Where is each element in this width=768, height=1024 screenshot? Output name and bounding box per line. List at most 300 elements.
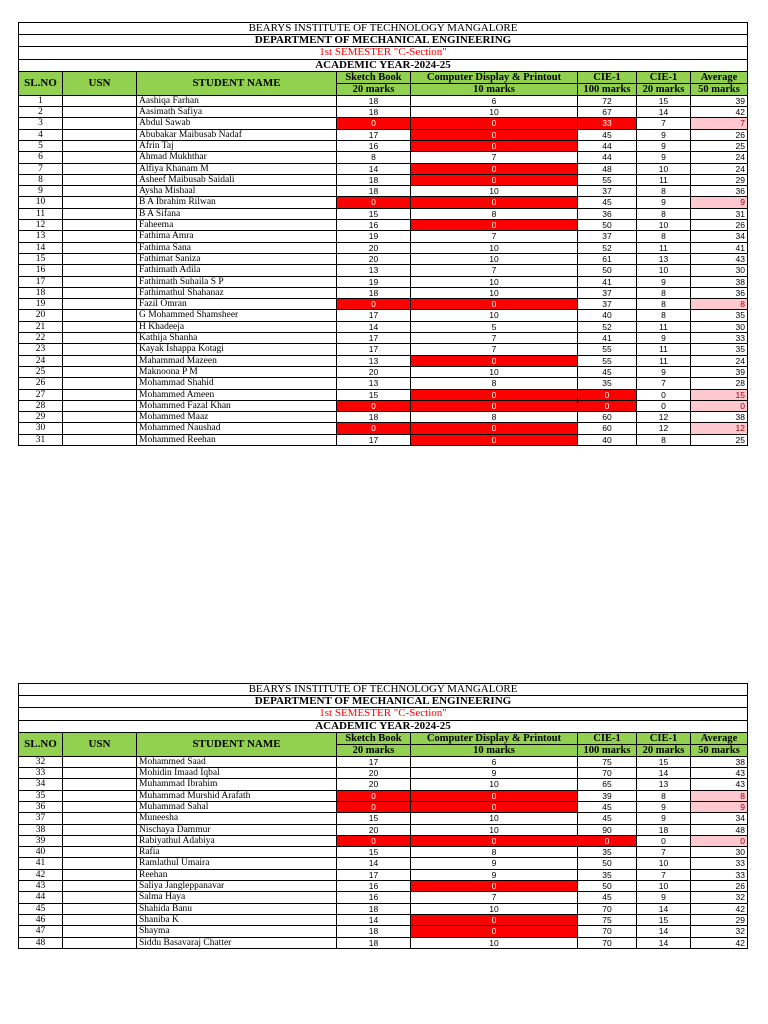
computer-marks-cell: 0	[411, 174, 578, 185]
usn-cell	[63, 310, 137, 321]
col-avg-header: Average	[691, 71, 748, 83]
usn-cell	[63, 197, 137, 208]
sketch-marks-cell: 15	[337, 208, 411, 219]
cie20-marks-cell: 9	[637, 141, 691, 152]
student-name-cell: Fathimath Adila	[137, 265, 337, 276]
usn-cell	[63, 344, 137, 355]
computer-marks-cell: 0	[411, 835, 578, 846]
cie100-marks-cell: 50	[578, 858, 637, 869]
cie20-marks-cell: 14	[637, 937, 691, 948]
cie20-marks-cell: 10	[637, 858, 691, 869]
student-name-cell: Siddu Basavaraj Chatter	[137, 937, 337, 948]
usn-cell	[63, 434, 137, 445]
col-cie100-header: CIE-1	[578, 732, 637, 744]
sl-cell: 29	[19, 412, 63, 423]
average-marks-cell: 25	[691, 141, 748, 152]
sl-cell: 21	[19, 321, 63, 332]
student-name-cell: Mohammed Maaz	[137, 412, 337, 423]
computer-marks-cell: 8	[411, 412, 578, 423]
department-title: DEPARTMENT OF MECHANICAL ENGINEERING	[19, 35, 748, 47]
computer-marks-cell: 0	[411, 118, 578, 129]
average-marks-cell: 35	[691, 344, 748, 355]
col-cie100-max: 100 marks	[578, 744, 637, 756]
table-row	[19, 231, 748, 242]
sketch-marks-cell: 14	[337, 914, 411, 925]
cie100-marks-cell: 45	[578, 892, 637, 903]
col-cie20-max: 20 marks	[637, 744, 691, 756]
sketch-marks-cell: 17	[337, 310, 411, 321]
average-marks-cell: 33	[691, 333, 748, 344]
average-marks-cell: 31	[691, 208, 748, 219]
usn-cell	[63, 366, 137, 377]
computer-marks-cell: 7	[411, 152, 578, 163]
usn-cell	[63, 881, 137, 892]
usn-cell	[63, 926, 137, 937]
sketch-marks-cell: 18	[337, 903, 411, 914]
sketch-marks-cell: 20	[337, 768, 411, 779]
sketch-marks-cell: 19	[337, 231, 411, 242]
student-name-cell: Aysha Mishaal	[137, 186, 337, 197]
cie100-marks-cell: 90	[578, 824, 637, 835]
average-marks-cell: 12	[691, 423, 748, 434]
cie20-marks-cell: 9	[637, 802, 691, 813]
table-row	[19, 366, 748, 377]
cie20-marks-cell: 9	[637, 892, 691, 903]
table-row	[19, 141, 748, 152]
computer-marks-cell: 0	[411, 129, 578, 140]
col-sl-header: SL.NO	[19, 71, 63, 95]
average-marks-cell: 24	[691, 163, 748, 174]
sl-cell: 41	[19, 858, 63, 869]
average-marks-cell: 48	[691, 824, 748, 835]
cie100-marks-cell: 67	[578, 107, 637, 118]
cie20-marks-cell: 8	[637, 208, 691, 219]
sketch-marks-cell: 18	[337, 926, 411, 937]
average-marks-cell: 42	[691, 937, 748, 948]
sketch-marks-cell: 19	[337, 276, 411, 287]
sketch-marks-cell: 8	[337, 152, 411, 163]
computer-marks-cell: 0	[411, 389, 578, 400]
student-name-cell: Shaniba K	[137, 914, 337, 925]
student-name-cell: Afrin Taj	[137, 141, 337, 152]
average-marks-cell: 26	[691, 881, 748, 892]
cie100-marks-cell: 0	[578, 400, 637, 411]
cie20-marks-cell: 14	[637, 107, 691, 118]
sketch-marks-cell: 16	[337, 220, 411, 231]
sketch-marks-cell: 0	[337, 835, 411, 846]
cie20-marks-cell: 11	[637, 242, 691, 253]
sketch-marks-cell: 0	[337, 790, 411, 801]
sl-cell: 37	[19, 813, 63, 824]
cie20-marks-cell: 11	[637, 355, 691, 366]
sl-cell: 23	[19, 344, 63, 355]
sketch-marks-cell: 17	[337, 129, 411, 140]
average-marks-cell: 34	[691, 231, 748, 242]
cie100-marks-cell: 37	[578, 299, 637, 310]
student-name-cell: Kathija Shanha	[137, 333, 337, 344]
cie20-marks-cell: 12	[637, 423, 691, 434]
student-name-cell: B A Ibrahim Rilwan	[137, 197, 337, 208]
sl-cell: 43	[19, 881, 63, 892]
computer-marks-cell: 0	[411, 802, 578, 813]
cie20-marks-cell: 9	[637, 152, 691, 163]
student-name-cell: Reehan	[137, 869, 337, 880]
computer-marks-cell: 7	[411, 231, 578, 242]
cie20-marks-cell: 8	[637, 287, 691, 298]
institute-title: BEARYS INSTITUTE OF TECHNOLOGY MANGALORE	[19, 684, 748, 696]
sl-cell: 17	[19, 276, 63, 287]
cie100-marks-cell: 36	[578, 208, 637, 219]
usn-cell	[63, 220, 137, 231]
col-sl-header: SL.NO	[19, 732, 63, 756]
col-sketch-header: Sketch Book	[337, 71, 411, 83]
cie20-marks-cell: 14	[637, 903, 691, 914]
sl-cell: 36	[19, 802, 63, 813]
col-computer-header: Computer Display & Printout	[411, 732, 578, 744]
average-marks-cell: 15	[691, 389, 748, 400]
cie20-marks-cell: 0	[637, 389, 691, 400]
average-marks-cell: 38	[691, 412, 748, 423]
computer-marks-cell: 9	[411, 869, 578, 880]
cie100-marks-cell: 70	[578, 926, 637, 937]
sl-cell: 48	[19, 937, 63, 948]
table-row	[19, 287, 748, 298]
student-name-cell: Mohammed Fazal Khan	[137, 400, 337, 411]
cie20-marks-cell: 8	[637, 299, 691, 310]
col-computer-max: 10 marks	[411, 744, 578, 756]
usn-cell	[63, 903, 137, 914]
average-marks-cell: 0	[691, 400, 748, 411]
cie100-marks-cell: 55	[578, 174, 637, 185]
table-row	[19, 389, 748, 400]
cie100-marks-cell: 72	[578, 95, 637, 106]
cie100-marks-cell: 39	[578, 790, 637, 801]
sl-cell: 9	[19, 186, 63, 197]
semester-title: 1st SEMESTER "C-Section"	[19, 47, 748, 59]
table-row	[19, 242, 748, 253]
average-marks-cell: 34	[691, 813, 748, 824]
cie100-marks-cell: 55	[578, 344, 637, 355]
computer-marks-cell: 10	[411, 242, 578, 253]
cie100-marks-cell: 50	[578, 220, 637, 231]
average-marks-cell: 43	[691, 768, 748, 779]
sketch-marks-cell: 18	[337, 412, 411, 423]
department-title: DEPARTMENT OF MECHANICAL ENGINEERING	[19, 696, 748, 708]
usn-cell	[63, 186, 137, 197]
cie100-marks-cell: 50	[578, 881, 637, 892]
usn-cell	[63, 107, 137, 118]
usn-cell	[63, 869, 137, 880]
computer-marks-cell: 9	[411, 858, 578, 869]
student-name-cell: G Mohammed Shamsheer	[137, 310, 337, 321]
student-name-cell: Ramlathul Umaira	[137, 858, 337, 869]
sl-cell: 46	[19, 914, 63, 925]
student-rows	[19, 756, 748, 948]
cie100-marks-cell: 45	[578, 813, 637, 824]
table-row	[19, 412, 748, 423]
marks-sheet-2	[18, 683, 747, 949]
cie20-marks-cell: 15	[637, 914, 691, 925]
average-marks-cell: 43	[691, 253, 748, 264]
table-row	[19, 802, 748, 813]
usn-cell	[63, 174, 137, 185]
table-row	[19, 423, 748, 434]
computer-marks-cell: 10	[411, 903, 578, 914]
cie20-marks-cell: 10	[637, 881, 691, 892]
computer-marks-cell: 0	[411, 299, 578, 310]
sketch-marks-cell: 16	[337, 881, 411, 892]
usn-cell	[63, 779, 137, 790]
average-marks-cell: 7	[691, 118, 748, 129]
computer-marks-cell: 8	[411, 378, 578, 389]
cie20-marks-cell: 10	[637, 220, 691, 231]
sketch-marks-cell: 0	[337, 400, 411, 411]
student-name-cell: B A Sifana	[137, 208, 337, 219]
computer-marks-cell: 10	[411, 824, 578, 835]
computer-marks-cell: 0	[411, 881, 578, 892]
usn-cell	[63, 231, 137, 242]
table-row	[19, 344, 748, 355]
cie20-marks-cell: 7	[637, 847, 691, 858]
cie100-marks-cell: 40	[578, 434, 637, 445]
usn-cell	[63, 152, 137, 163]
usn-cell	[63, 276, 137, 287]
sl-cell: 44	[19, 892, 63, 903]
usn-cell	[63, 118, 137, 129]
average-marks-cell: 36	[691, 287, 748, 298]
cie100-marks-cell: 55	[578, 355, 637, 366]
student-name-cell: Ahmad Mukhthar	[137, 152, 337, 163]
sl-cell: 33	[19, 768, 63, 779]
cie100-marks-cell: 44	[578, 152, 637, 163]
average-marks-cell: 26	[691, 129, 748, 140]
usn-cell	[63, 129, 137, 140]
sl-cell: 35	[19, 790, 63, 801]
cie100-marks-cell: 48	[578, 163, 637, 174]
usn-cell	[63, 813, 137, 824]
table-row	[19, 790, 748, 801]
sketch-marks-cell: 17	[337, 344, 411, 355]
table-row	[19, 914, 748, 925]
student-name-cell: Muhammad Ibrahim	[137, 779, 337, 790]
cie100-marks-cell: 52	[578, 321, 637, 332]
cie100-marks-cell: 52	[578, 242, 637, 253]
col-cie20-max: 20 marks	[637, 83, 691, 95]
cie20-marks-cell: 14	[637, 768, 691, 779]
usn-cell	[63, 287, 137, 298]
average-marks-cell: 8	[691, 790, 748, 801]
computer-marks-cell: 8	[411, 208, 578, 219]
cie20-marks-cell: 15	[637, 95, 691, 106]
sketch-marks-cell: 0	[337, 423, 411, 434]
table-row	[19, 129, 748, 140]
cie100-marks-cell: 45	[578, 366, 637, 377]
table-row	[19, 253, 748, 264]
student-name-cell: Mohammad Shahid	[137, 378, 337, 389]
computer-marks-cell: 0	[411, 914, 578, 925]
average-marks-cell: 8	[691, 299, 748, 310]
average-marks-cell: 39	[691, 366, 748, 377]
student-name-cell: Mohidin Imaad Iqbal	[137, 768, 337, 779]
sl-cell: 45	[19, 903, 63, 914]
col-avg-max: 50 marks	[691, 83, 748, 95]
cie20-marks-cell: 12	[637, 412, 691, 423]
cie20-marks-cell: 9	[637, 197, 691, 208]
computer-marks-cell: 0	[411, 355, 578, 366]
cie100-marks-cell: 65	[578, 779, 637, 790]
computer-marks-cell: 0	[411, 163, 578, 174]
sketch-marks-cell: 0	[337, 197, 411, 208]
table-row	[19, 197, 748, 208]
cie20-marks-cell: 7	[637, 869, 691, 880]
sketch-marks-cell: 13	[337, 378, 411, 389]
student-name-cell: Mohammed Saad	[137, 756, 337, 767]
computer-marks-cell: 6	[411, 95, 578, 106]
student-name-cell: Salma Haya	[137, 892, 337, 903]
computer-marks-cell: 0	[411, 926, 578, 937]
col-computer-max: 10 marks	[411, 83, 578, 95]
sketch-marks-cell: 20	[337, 366, 411, 377]
cie100-marks-cell: 70	[578, 768, 637, 779]
sketch-marks-cell: 15	[337, 389, 411, 400]
student-name-cell: Aasimath Safiya	[137, 107, 337, 118]
cie100-marks-cell: 61	[578, 253, 637, 264]
col-cie20-header: CIE-1	[637, 71, 691, 83]
sketch-marks-cell: 15	[337, 847, 411, 858]
usn-cell	[63, 253, 137, 264]
computer-marks-cell: 6	[411, 756, 578, 767]
cie100-marks-cell: 40	[578, 310, 637, 321]
table-row	[19, 186, 748, 197]
table-row	[19, 163, 748, 174]
semester-title: 1st SEMESTER "C-Section"	[19, 708, 748, 720]
average-marks-cell: 38	[691, 756, 748, 767]
col-cie20-header: CIE-1	[637, 732, 691, 744]
computer-marks-cell: 10	[411, 813, 578, 824]
average-marks-cell: 32	[691, 926, 748, 937]
cie100-marks-cell: 50	[578, 265, 637, 276]
student-name-cell: Muhammad Sahal	[137, 802, 337, 813]
usn-cell	[63, 333, 137, 344]
student-name-cell: Abubakar Maibusab Nadaf	[137, 129, 337, 140]
sketch-marks-cell: 15	[337, 813, 411, 824]
computer-marks-cell: 10	[411, 253, 578, 264]
computer-marks-cell: 10	[411, 937, 578, 948]
usn-cell	[63, 756, 137, 767]
average-marks-cell: 29	[691, 174, 748, 185]
table-row	[19, 276, 748, 287]
col-avg-max: 50 marks	[691, 744, 748, 756]
academic-year-title: ACADEMIC YEAR-2024-25	[19, 720, 748, 732]
computer-marks-cell: 8	[411, 847, 578, 858]
student-name-cell: Fathima Amra	[137, 231, 337, 242]
average-marks-cell: 9	[691, 802, 748, 813]
cie20-marks-cell: 14	[637, 926, 691, 937]
average-marks-cell: 36	[691, 186, 748, 197]
cie20-marks-cell: 13	[637, 253, 691, 264]
usn-cell	[63, 858, 137, 869]
sketch-marks-cell: 14	[337, 163, 411, 174]
sl-cell: 14	[19, 242, 63, 253]
student-name-cell: Shahida Banu	[137, 903, 337, 914]
table-row	[19, 310, 748, 321]
marks-sheet-1	[18, 22, 747, 446]
cie100-marks-cell: 44	[578, 141, 637, 152]
table-row	[19, 756, 748, 767]
student-name-cell: Rafia	[137, 847, 337, 858]
average-marks-cell: 33	[691, 869, 748, 880]
table-row	[19, 321, 748, 332]
sl-cell: 16	[19, 265, 63, 276]
sketch-marks-cell: 13	[337, 265, 411, 276]
average-marks-cell: 42	[691, 903, 748, 914]
academic-year-title: ACADEMIC YEAR-2024-25	[19, 59, 748, 71]
table-row	[19, 355, 748, 366]
usn-cell	[63, 208, 137, 219]
usn-cell	[63, 768, 137, 779]
sl-cell: 24	[19, 355, 63, 366]
usn-cell	[63, 378, 137, 389]
cie20-marks-cell: 8	[637, 186, 691, 197]
cie20-marks-cell: 9	[637, 333, 691, 344]
cie20-marks-cell: 7	[637, 118, 691, 129]
sketch-marks-cell: 0	[337, 118, 411, 129]
cie20-marks-cell: 0	[637, 400, 691, 411]
usn-cell	[63, 412, 137, 423]
usn-cell	[63, 824, 137, 835]
computer-marks-cell: 0	[411, 400, 578, 411]
sl-cell: 27	[19, 389, 63, 400]
cie100-marks-cell: 0	[578, 835, 637, 846]
cie20-marks-cell: 9	[637, 276, 691, 287]
cie100-marks-cell: 45	[578, 197, 637, 208]
student-name-cell: Abdul Sawab	[137, 118, 337, 129]
sl-cell: 5	[19, 141, 63, 152]
sketch-marks-cell: 18	[337, 186, 411, 197]
sketch-marks-cell: 20	[337, 253, 411, 264]
cie100-marks-cell: 37	[578, 186, 637, 197]
computer-marks-cell: 0	[411, 141, 578, 152]
sl-cell: 40	[19, 847, 63, 858]
sketch-marks-cell: 17	[337, 869, 411, 880]
cie100-marks-cell: 0	[578, 389, 637, 400]
student-name-cell: Mohammed Reehan	[137, 434, 337, 445]
cie20-marks-cell: 10	[637, 163, 691, 174]
student-name-cell: Faheema	[137, 220, 337, 231]
student-name-cell: Fathima Sana	[137, 242, 337, 253]
student-name-cell: Mohammed Naushad	[137, 423, 337, 434]
usn-cell	[63, 95, 137, 106]
usn-cell	[63, 321, 137, 332]
sl-cell: 1	[19, 95, 63, 106]
average-marks-cell: 43	[691, 779, 748, 790]
cie100-marks-cell: 35	[578, 869, 637, 880]
usn-cell	[63, 389, 137, 400]
table-row	[19, 107, 748, 118]
table-row	[19, 118, 748, 129]
student-name-cell: Alfiya Khanam M	[137, 163, 337, 174]
sketch-marks-cell: 16	[337, 892, 411, 903]
sketch-marks-cell: 20	[337, 242, 411, 253]
cie20-marks-cell: 11	[637, 174, 691, 185]
computer-marks-cell: 0	[411, 197, 578, 208]
computer-marks-cell: 9	[411, 768, 578, 779]
average-marks-cell: 32	[691, 892, 748, 903]
sl-cell: 39	[19, 835, 63, 846]
table-row	[19, 299, 748, 310]
student-name-cell: Rabiyathul Adabiya	[137, 835, 337, 846]
student-name-cell: Maknoona P M	[137, 366, 337, 377]
